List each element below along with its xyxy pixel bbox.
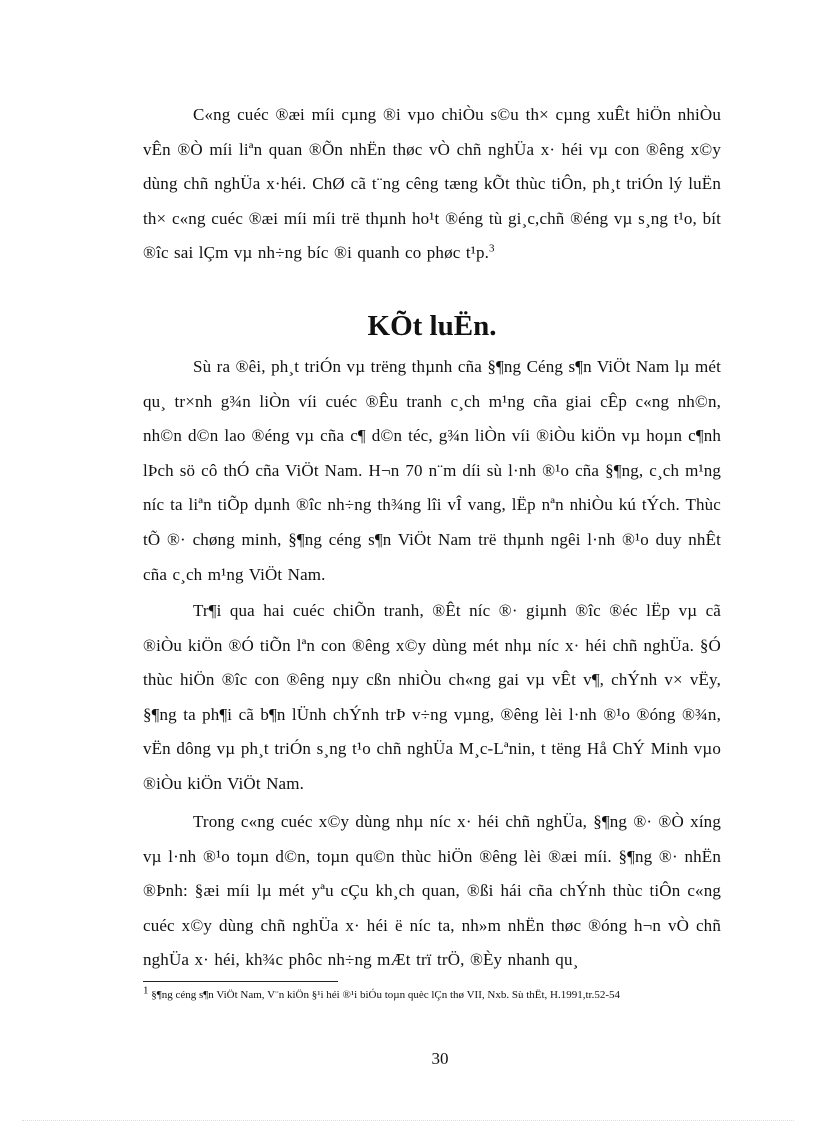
footnote-separator bbox=[143, 981, 338, 982]
body-paragraph: Sù ra ®êi, ph¸t triÓn vµ trëng thµnh cña §¶ng Céng s¶n ViÖt Nam lµ mét qu¸ tr×nh g¾n liÒn víi cuéc ®Êu tranh c¸ch m¹ng cña giai cÊp c«ng nh©n, nh©n d©n lao ®éng vµ cña c¶ d©n téc, g¾n liÒn víi ®iÒu kiÖn vµ hoµn c¶nh lÞch sö cô thÓ cña ViÖt Nam. H¬n 70 n¨m díi sù l·nh ®¹o cña §¶ng, c¸ch m¹ng níc ta liªn tiÕp dµnh ®îc nh÷ng th¾ng lîi vÎ vang, lËp nªn nhiÒu kú tÝch. Thùc tÕ ®· chøng minh, §¶ng céng s¶n ViÖt Nam trë thµnh ngêi l·nh ®¹o duy nhÊt cña c¸ch m¹ng ViÖt Nam. bbox=[143, 357, 721, 584]
footnote-marker: 1 bbox=[143, 984, 149, 997]
body-paragraph: Tr¶i qua hai cuéc chiÕn tranh, ®Êt níc ®· giµnh ®îc ®éc lËp vµ cã ®iÒu kiÖn ®Ó tiÕn lªn con ®êng x©y dùng mét nhµ níc x· héi chñ nghÜa. §Ó thùc hiÖn ®îc con ®êng nµy cßn nhiÒu ch«ng gai vµ vÊt v¶, chÝnh v× vËy, §¶ng ta ph¶i cã b¶n lÜnh chÝnh trÞ v÷ng vµng, ®êng lèi l·nh ®¹o ®óng ®¾n, vËn dông vµ ph¸t triÓn s¸ng t¹o chñ nghÜa M¸c-Lªnin, t tëng Hå ChÝ Minh vµo ®iÒu kiÖn ViÖt Nam. bbox=[143, 601, 721, 793]
page-bottom-border bbox=[22, 1120, 794, 1121]
body-paragraph: Trong c«ng cuéc x©y dùng nhµ níc x· héi chñ nghÜa, §¶ng ®· ®Ò xíng vµ l·nh ®¹o toµn d©n, toµn qu©n thùc hiÖn ®êng lèi ®æi míi. §¶ng ®· nhËn ®Þnh: §æi míi lµ mét yªu cÇu kh¸ch quan, ®ßi hái cña chÝnh thùc tiÔn c«ng cuéc x©y dùng chñ nghÜa x· héi ë níc ta, nh»m nhËn thøc ®óng h¬n vÒ chñ nghÜa x· héi, kh¾c phôc nh÷ng mÆt trï trÖ, ®Èy nhanh qu¸ bbox=[143, 812, 721, 970]
footnote bbox=[143, 984, 721, 1004]
section-heading: KÕt luËn. bbox=[367, 310, 497, 342]
body-paragraph bbox=[143, 98, 721, 271]
footnote-reference[interactable]: 3 bbox=[489, 242, 495, 255]
page-number: 30 bbox=[431, 1049, 449, 1068]
paragraph-text: C«ng cuéc ®æi míi cµng ®i vµo chiÒu s©u th× cµng xuÊt hiÖn nhiÒu vÊn ®Ò míi liªn quan ®Õn nhËn thøc vÒ chñ nghÜa x· héi vµ con ®êng x©y dùng chñ nghÜa x·héi. ChØ cã t¨ng cêng tæng kÕt thùc tiÔn, ph¸t triÓn lý luËn th× c«ng cuéc ®æi míi míi trë thµnh ho¹t ®éng tù gi¸c,chñ ®éng vµ s¸ng t¹o, bít ®îc sai lÇm vµ nh÷ng bíc ®i quanh co phøc t¹p. bbox=[143, 105, 721, 263]
footnote-text: §¶ng céng s¶n ViÖt Nam, V¨n kiÖn §¹i héi ®¹i biÓu toµn quèc lÇn thø VII, Nxb. Sù thËt, H.1991,tr.52-54 bbox=[151, 989, 620, 1001]
